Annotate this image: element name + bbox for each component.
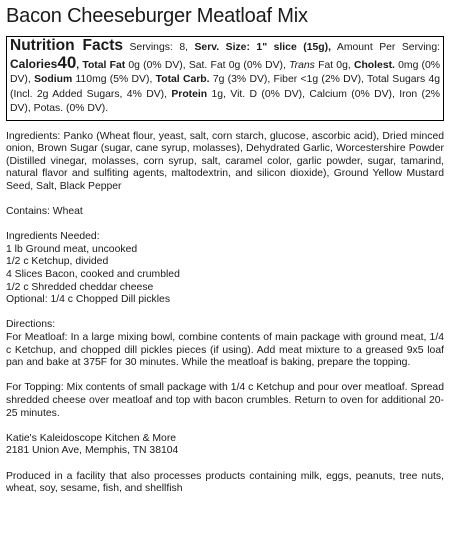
list-item: 1/2 c Shredded cheddar cheese	[6, 281, 154, 293]
company-name: Katie's Kaleidoscope Kitchen & More	[6, 432, 177, 444]
company-address: 2181 Union Ave, Memphis, TN 38104	[6, 445, 179, 457]
protein-label: Protein	[171, 88, 208, 100]
amount-per-serving: Amount Per Serving:	[336, 42, 440, 53]
list-item: 4 Slices Bacon, cooked and crumbled	[6, 269, 180, 281]
directions-heading: Directions:	[6, 319, 56, 331]
product-title: Bacon Cheeseburger Meatloaf Mix	[6, 5, 308, 27]
list-item: Optional: 1/4 c Chopped Dill pickles	[6, 294, 171, 306]
trans-fat-value: Fat 0g,	[318, 59, 351, 71]
serving-size-label: Serv. Size:	[194, 42, 250, 53]
contains-text: Contains: Wheat	[6, 206, 83, 218]
nutrition-heading: Nutrition Facts	[10, 37, 123, 54]
cholesterol-value: 0mg (0% DV),	[10, 59, 441, 85]
directions-topping: For Topping: Mix contents of small package with 1/4 c Ketchup and pour over meatloaf. Spread shredded cheese over meatloaf and top with bacon crumbles. Return to oven for additional 20-25 minutes.	[6, 382, 444, 419]
carb-value: 7g (3% DV), Fiber <1g (2% DV), Total Sugars 4g (Incl. 2g Added Sugars, 4% DV),	[10, 74, 441, 100]
sodium-value: 110mg (5% DV),	[75, 74, 153, 85]
sodium-label: Sodium	[34, 74, 73, 85]
total-fat-label: Total Fat	[82, 59, 126, 71]
company-info	[6, 433, 444, 458]
nutrition-facts-box: Nutrition Facts Servings: 8, Serv. Size: 1" slice (15g), Amount Per Serving: Calories40, Total Fat 0g (0% DV), Sat. Fat 0g (0% DV), Trans Fat 0g, Cholest. 0mg (0% DV), Sodium 110mg (5% DV), Total Carb. 7g (3% DV), Fiber <1g (2% DV), Total Sugars 4g (Incl. 2g Added Sugars, 4% DV), Protein 1g, Vit. D (0% DV), Calcium (0% DV), Iron (2% DV), Potas. (0% DV).	[6, 36, 444, 121]
trans-fat-label: Trans	[289, 59, 315, 71]
directions-meatloaf	[6, 319, 444, 369]
servings: Servings: 8,	[129, 42, 188, 53]
calories-label: Calories	[10, 56, 58, 71]
serving-size-value: 1" slice (15g),	[256, 42, 331, 53]
calories-value: 40	[57, 52, 77, 72]
sat-fat: Sat. Fat 0g (0% DV),	[188, 59, 286, 71]
ingredients-text: Ingredients: Panko (Wheat flour, yeast, salt, corn starch, glucose, ascorbic acid), Dried minced onion, Brown Sugar (sugar, cane syrup, molasses), Dehydrated Garlic, Worcestershire Powder (Distilled vinegar, molasses, corn syrup, salt, caramel color, garlic powder, sugar, tamarind, natural flavor and sulfiting agents, maltodextrin, and silicon dioxide), Ground Yellow Mustard Seed, Salt, Black Pepper	[6, 130, 444, 192]
list-item: 1/2 c Ketchup, divided	[6, 256, 109, 268]
list-item: 1 lb Ground meat, uncooked	[6, 243, 138, 255]
total-fat-value: 0g (0% DV),	[128, 59, 186, 71]
cholesterol-label: Cholest.	[353, 59, 395, 71]
carb-label: Total Carb.	[155, 74, 210, 85]
allergen-note: Produced in a facility that also processes products containing milk, eggs, peanuts, tree nuts, wheat, soy, sesame, fish, and shellfish	[6, 470, 444, 495]
ingredients-needed	[6, 231, 444, 307]
ingredients-needed-heading: Ingredients Needed:	[6, 231, 100, 243]
meatloaf-instructions: For Meatloaf: In a large mixing bowl, combine contents of main package with ground meat, 1/4 c Ketchup, and chopped dill pickles pieces (if using). Add meat mixture to a greased 9x5 loaf pan and bake at 375F for 30 minutes. While the meatloaf is baking, prepare the topping.	[6, 332, 444, 369]
protein-value: 1g, Vit. D (0% DV), Calcium (0% DV), Iron (2% DV), Potas. (0% DV).	[10, 88, 441, 114]
